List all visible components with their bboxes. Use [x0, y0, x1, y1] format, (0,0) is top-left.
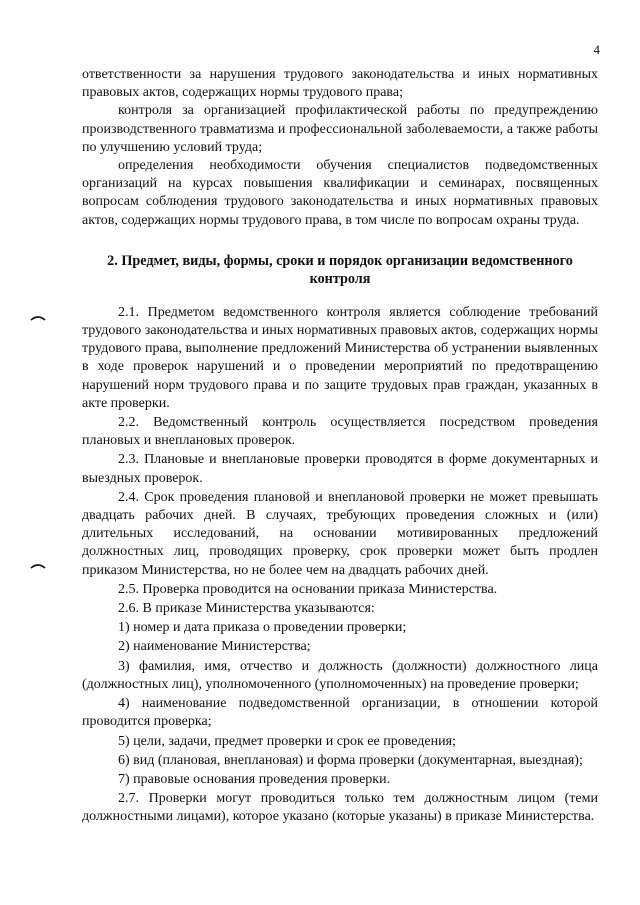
- paragraph-2-3: 2.3. Плановые и внеплановые проверки проводятся в форме документарных и выездных проверок.: [82, 452, 598, 486]
- section-heading: 2. Предмет, виды, формы, сроки и порядок организации ведомственного контроля: [107, 252, 573, 287]
- paragraph-2-1: 2.1. Предметом ведомственного контроля является соблюдение требований трудового законодательства и иных нормативных правовых актов, содержащих нормы трудового права, выполнение предложений Министерства об устранении выявленных в ходе проверок нарушений и о проведении мероприятий по предотвращению нарушений норм трудового права и по защите трудовых прав граждан, указанных в акте проверки.: [82, 304, 598, 411]
- paragraph-2-4: 2.4. Срок проведения плановой и внеплановой проверки не может превышать двадцать рабочих дней. В случаях, требующих проведения сложных и (или) длительных исследований, на основании мотивированных предложений должностных лиц, проводящих проверку, срок проверки может быть продлен приказом Министерства, но не более чем на двадцать рабочих дней.: [82, 489, 598, 578]
- list-item: 1) номер и дата приказа о проведении проверки;: [118, 620, 407, 636]
- list-item: 4) наименование подведомственной организации, в отношении которой проводится проверка;: [82, 696, 598, 730]
- margin-mark-top: [30, 314, 46, 322]
- list-item: 7) правовые основания проведения проверки.: [118, 771, 391, 787]
- list-item: 3) фамилия, имя, отчество и должность (должности) должностного лица (должностных лиц), уполномоченного (уполномоченных) на проведение проверки;: [82, 658, 598, 692]
- paragraph-2-7: 2.7. Проверки могут проводиться только тем должностным лицом (теми должностными лицами), которое указано (которые указаны) в приказе Министерства.: [82, 791, 598, 825]
- page-number: 4: [593, 42, 600, 57]
- paragraph-2-6: 2.6. В приказе Министерства указываются:: [118, 601, 375, 617]
- list-item: 6) вид (плановая, внеплановая) и форма проверки (документарная, выездная);: [118, 752, 583, 768]
- list-item: 5) цели, задачи, предмет проверки и срок ее проведения;: [118, 733, 456, 749]
- margin-mark-bottom: [30, 562, 46, 570]
- document-body: [82, 66, 598, 827]
- paragraph-2-5: 2.5. Проверка проводится на основании приказа Министерства.: [118, 581, 498, 597]
- paragraph-2-2: 2.2. Ведомственный контроль осуществляется посредством проведения плановых и внеплановых проверок.: [82, 415, 598, 449]
- paragraph: определения необходимости обучения специалистов подведомственных организаций на курсах повышения квалификации и семинарах, посвященных вопросам соблюдения трудового законодательства и иных нормативных правовых актов, содержащих нормы трудового права, в том числе по вопросам охраны труда.: [82, 158, 598, 228]
- paragraph: контроля за организацией профилактической работы по предупреждению производственного травматизма и профессиональной заболеваемости, а также работы по улучшению условий труда;: [82, 103, 598, 155]
- paragraph: ответственности за нарушения трудового законодательства и иных нормативных правовых актов, содержащих нормы трудового права;: [82, 67, 598, 101]
- list-item: 2) наименование Министерства;: [118, 639, 311, 655]
